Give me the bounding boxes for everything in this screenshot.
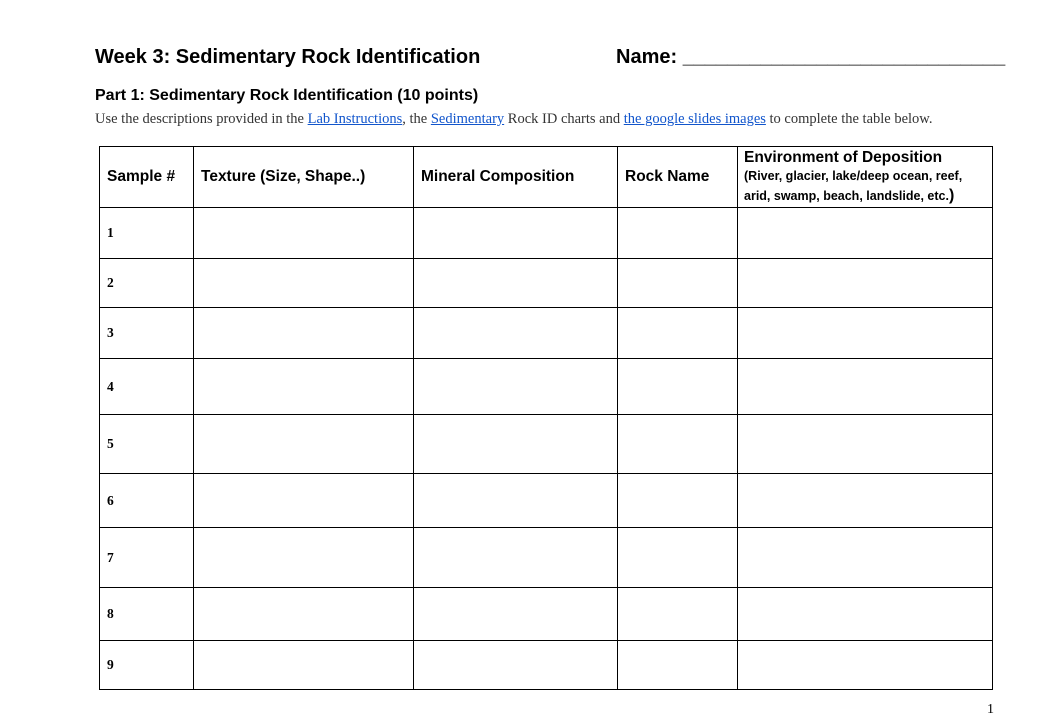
table-row	[100, 528, 993, 588]
header-rock-name: Rock Name	[618, 147, 738, 208]
mineral-cell[interactable]	[414, 308, 618, 359]
environment-cell[interactable]	[738, 259, 993, 308]
environment-cell[interactable]	[738, 359, 993, 415]
texture-cell[interactable]	[194, 308, 414, 359]
table-row	[100, 259, 993, 308]
sample-number: 8	[100, 588, 194, 641]
mineral-cell[interactable]	[414, 415, 618, 474]
texture-cell[interactable]	[194, 359, 414, 415]
instructions-text: Use the descriptions provided in the	[95, 111, 308, 127]
mineral-cell[interactable]	[414, 208, 618, 259]
google-slides-link[interactable]: the google slides images	[623, 111, 766, 127]
rock-name-cell[interactable]	[618, 308, 738, 359]
mineral-cell[interactable]	[414, 641, 618, 690]
table-header-row	[100, 147, 993, 208]
header-environment-title: Environment of Deposition	[744, 148, 943, 166]
texture-cell[interactable]	[194, 528, 414, 588]
sample-number: 7	[100, 528, 194, 588]
sample-number: 3	[100, 308, 194, 359]
environment-cell[interactable]	[738, 528, 993, 588]
table-row	[100, 474, 993, 528]
texture-cell[interactable]	[194, 259, 414, 308]
title-row	[95, 44, 1006, 72]
sample-number: 5	[100, 415, 194, 474]
lab-instructions-link[interactable]: Lab Instructions	[307, 111, 403, 127]
rock-name-cell[interactable]	[618, 208, 738, 259]
table-row	[100, 641, 993, 690]
mineral-cell[interactable]	[414, 259, 618, 308]
environment-examples-text: (River, glacier, lake/deep ocean, reef, arid, swamp, beach, landslide, etc.	[744, 168, 963, 203]
sample-number: 2	[100, 259, 194, 308]
rock-identification-table	[99, 146, 993, 690]
environment-cell[interactable]	[738, 588, 993, 641]
rock-name-cell[interactable]	[618, 528, 738, 588]
environment-close-paren: )	[948, 186, 955, 204]
instructions-text: to complete the table below.	[765, 111, 933, 127]
texture-cell[interactable]	[194, 474, 414, 528]
rock-name-cell[interactable]	[618, 415, 738, 474]
table-row	[100, 415, 993, 474]
rock-name-cell[interactable]	[618, 259, 738, 308]
texture-cell[interactable]	[194, 641, 414, 690]
rock-name-cell[interactable]	[618, 641, 738, 690]
sample-number: 1	[100, 208, 194, 259]
header-environment	[738, 147, 993, 208]
page-title: Week 3: Sedimentary Rock Identification	[95, 46, 481, 68]
mineral-cell[interactable]	[414, 474, 618, 528]
rock-name-cell[interactable]	[618, 474, 738, 528]
header-texture: Texture (Size, Shape..)	[194, 147, 414, 208]
table-row	[100, 588, 993, 641]
environment-cell[interactable]	[738, 308, 993, 359]
sample-number: 9	[100, 641, 194, 690]
texture-cell[interactable]	[194, 208, 414, 259]
texture-cell[interactable]	[194, 588, 414, 641]
header-sample: Sample #	[100, 147, 194, 208]
mineral-cell[interactable]	[414, 528, 618, 588]
table-row	[100, 208, 993, 259]
sample-number: 6	[100, 474, 194, 528]
page-number: 1	[987, 702, 994, 717]
instructions-text: Rock ID charts and	[504, 111, 624, 127]
table-row	[100, 308, 993, 359]
environment-cell[interactable]	[738, 641, 993, 690]
instructions-paragraph	[95, 110, 995, 128]
name-field-label: Name: _____________________________	[616, 46, 1006, 68]
texture-cell[interactable]	[194, 415, 414, 474]
table-row	[100, 359, 993, 415]
sample-number: 4	[100, 359, 194, 415]
environment-cell[interactable]	[738, 474, 993, 528]
mineral-cell[interactable]	[414, 588, 618, 641]
part-heading: Part 1: Sedimentary Rock Identification (10 points)	[95, 87, 479, 104]
rock-name-cell[interactable]	[618, 359, 738, 415]
rock-name-cell[interactable]	[618, 588, 738, 641]
header-environment-examples	[744, 167, 992, 206]
header-mineral-composition: Mineral Composition	[414, 147, 618, 208]
instructions-text: , the	[402, 111, 431, 127]
environment-cell[interactable]	[738, 415, 993, 474]
mineral-cell[interactable]	[414, 359, 618, 415]
environment-cell[interactable]	[738, 208, 993, 259]
sedimentary-link[interactable]: Sedimentary	[430, 111, 505, 127]
